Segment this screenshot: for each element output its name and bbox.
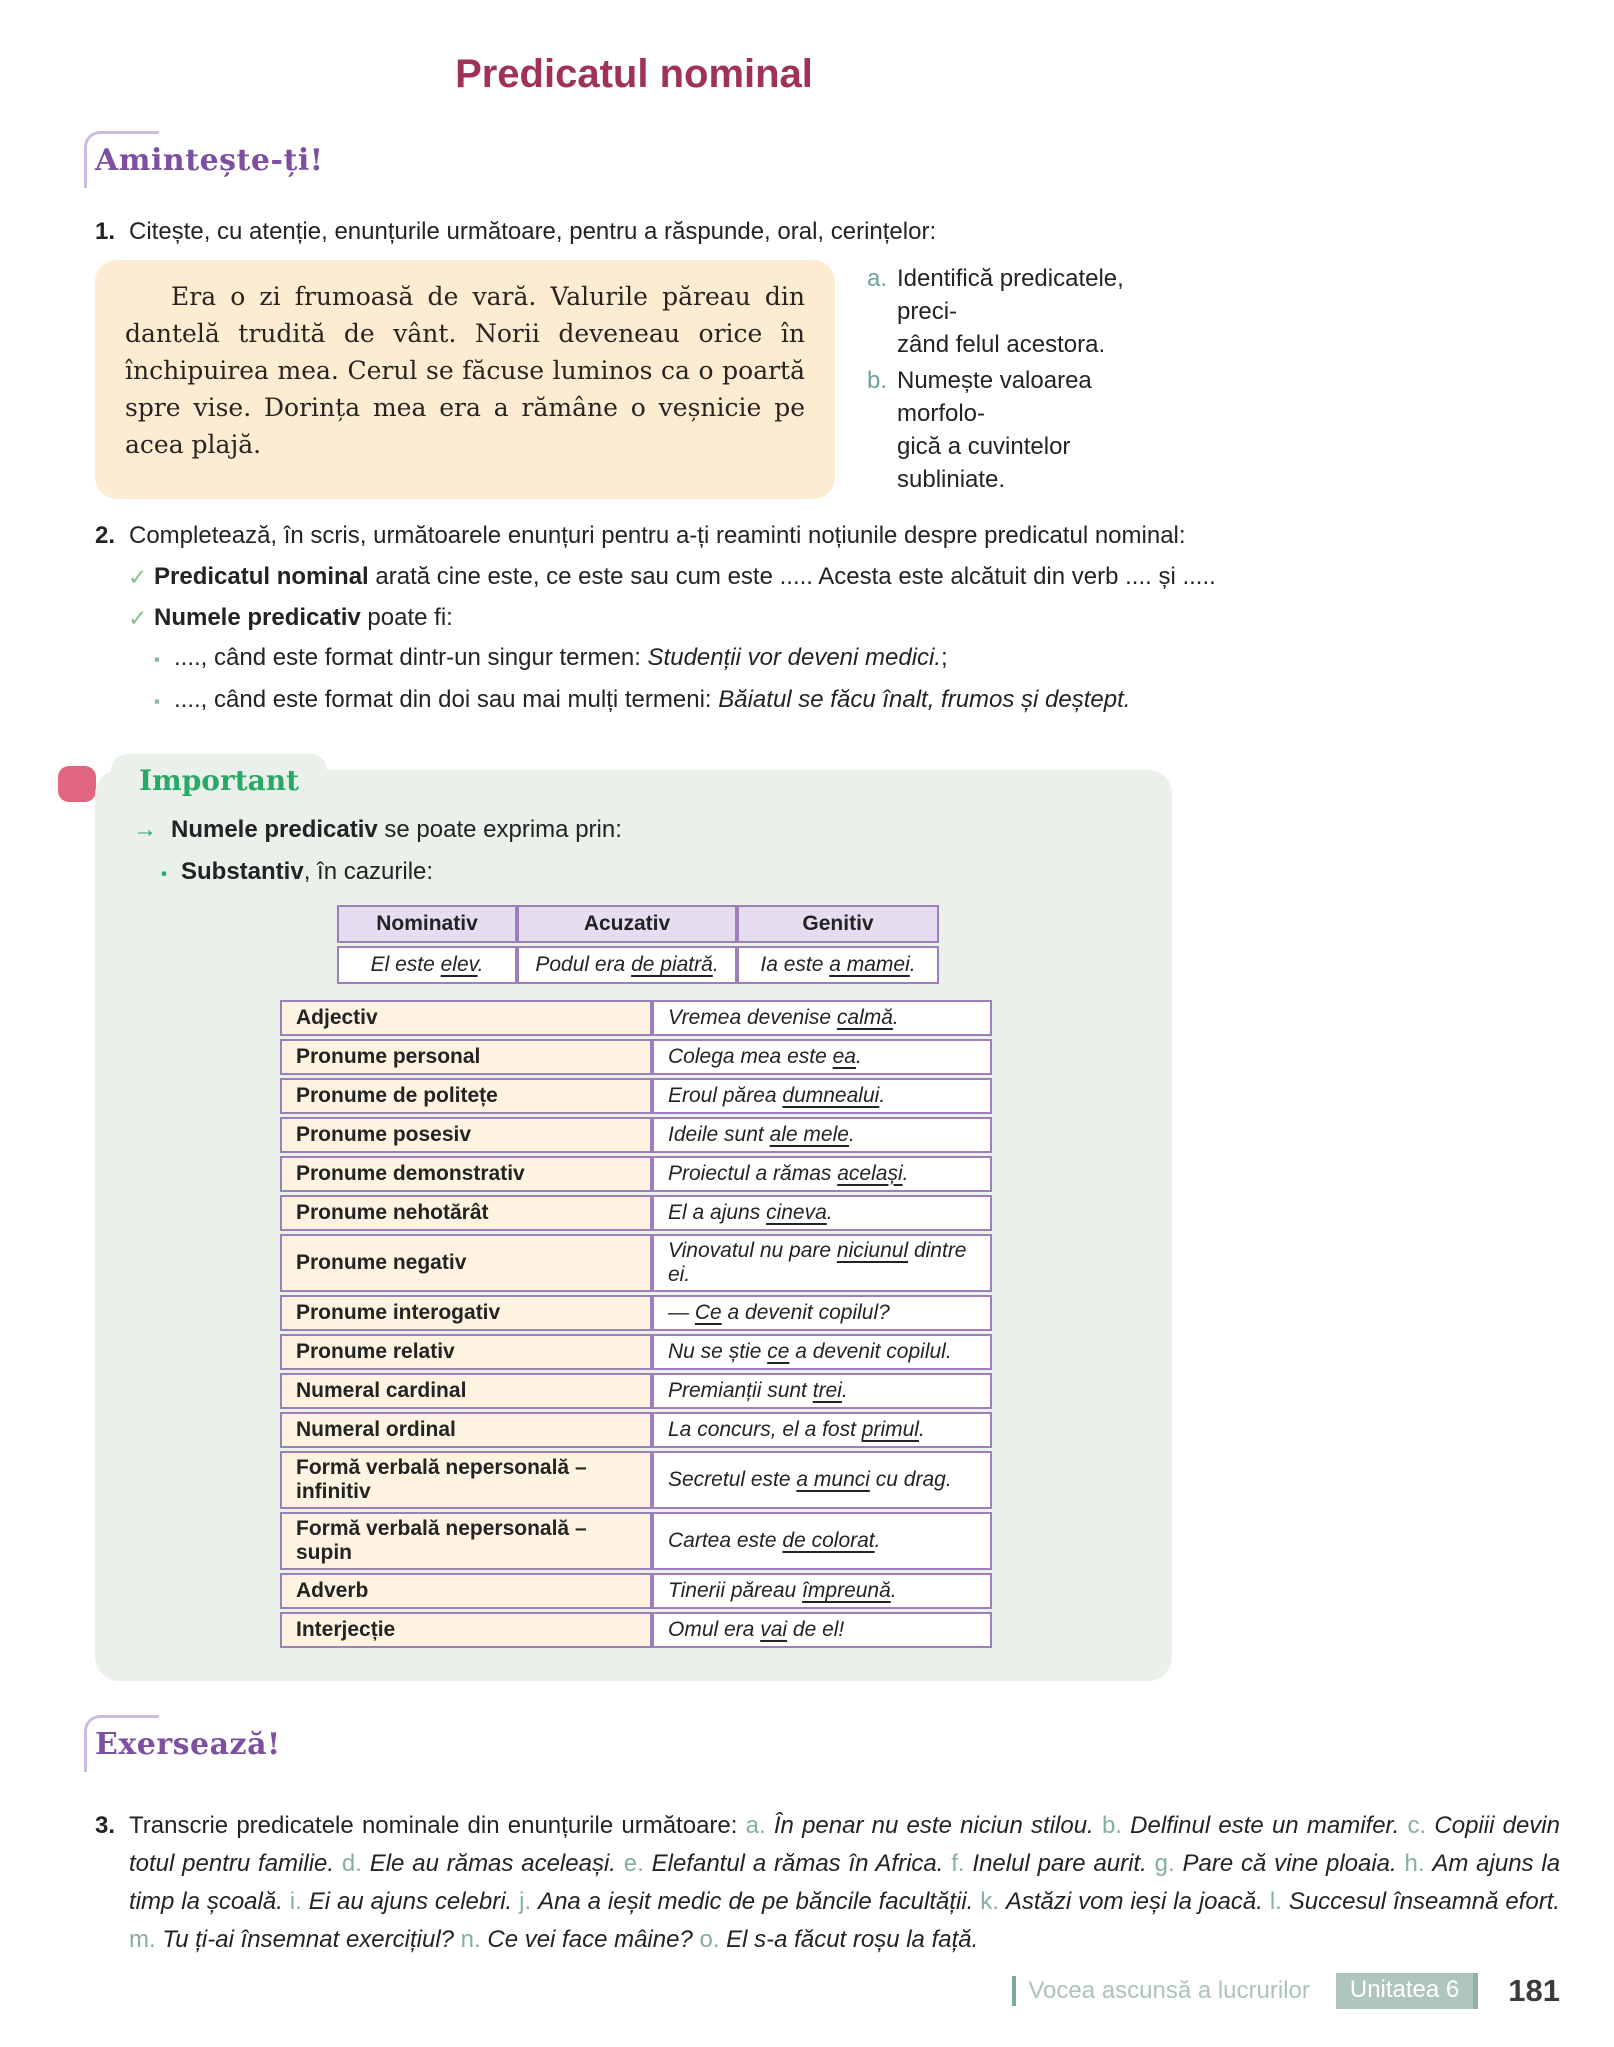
text-segment: Studenții vor deveni medici. xyxy=(647,644,942,671)
section-remember-heading xyxy=(95,143,495,195)
underlined-word: dumnealui xyxy=(782,1084,880,1107)
np-example-cell: Colega mea este ea. xyxy=(652,1039,992,1075)
item-letter: d. xyxy=(341,1850,370,1877)
side-notes xyxy=(867,260,1169,499)
underlined-word: de colorat xyxy=(782,1529,875,1552)
item-sentence: Ana a ieșit medic de pe băncile facultății. xyxy=(538,1888,981,1915)
np-label-cell: Pronume nehotărât xyxy=(280,1195,652,1231)
np-label-cell: Pronume posesiv xyxy=(280,1117,652,1153)
arrow-icon: → xyxy=(133,816,157,843)
item-letter: k. xyxy=(980,1888,1006,1915)
underlined-word: cineva xyxy=(766,1201,827,1224)
text-segment: Numele predicativ xyxy=(154,604,361,631)
table-row xyxy=(280,1373,992,1409)
check-icon: ✓ xyxy=(128,564,148,590)
check-item xyxy=(128,602,1560,634)
text-segment: ...., când este format dintr-un singur termen: xyxy=(174,644,648,671)
important-intro-text xyxy=(171,816,622,843)
item-letter: j. xyxy=(519,1888,539,1915)
bullet-text xyxy=(174,642,948,676)
bullet-item xyxy=(154,642,1560,676)
table-row xyxy=(280,1512,992,1570)
np-label-cell: Interjecție xyxy=(280,1612,652,1648)
text-segment: ...., când este format din doi sau mai mulți termeni: xyxy=(174,686,719,713)
np-example-cell: Eroul părea dumnealui. xyxy=(652,1078,992,1114)
underlined-word: calmă xyxy=(836,1006,893,1029)
book-title: Vocea ascunsă a lucrurilor xyxy=(1028,1977,1310,2004)
important-bullet-text xyxy=(181,856,433,890)
np-example-cell: — Ce a devenit copilul? xyxy=(652,1295,992,1331)
item-sentence: Tu ți-ai însemnat exercițiul? xyxy=(162,1926,461,1953)
underlined-word: Ce xyxy=(694,1301,722,1324)
item-sentence: Ele au rămas aceleași. xyxy=(369,1850,624,1877)
text-segment: poate fi: xyxy=(360,604,453,631)
np-example-cell: Ideile sunt ale mele. xyxy=(652,1117,992,1153)
item-sentence: În penar nu este niciun stilou. xyxy=(773,1812,1102,1839)
underlined-word: ea xyxy=(832,1045,856,1068)
item-sentence: Ce vei face mâine? xyxy=(487,1926,700,1953)
case-example: El este elev. xyxy=(337,946,517,984)
underlined-word: ale mele xyxy=(769,1123,849,1146)
np-example-cell: Omul era vai de el! xyxy=(652,1612,992,1648)
item-letter: h. xyxy=(1404,1850,1433,1877)
item-sentence: Succesul înseamnă efort. xyxy=(1288,1888,1561,1915)
table-row xyxy=(280,1612,992,1648)
underlined-word: împreună xyxy=(802,1579,891,1602)
item-letter: b. xyxy=(1101,1812,1131,1839)
exercise-1-prompt xyxy=(95,215,1560,248)
underlined-word: același xyxy=(837,1162,903,1185)
item-sentence: Delfinul este un mamifer. xyxy=(1130,1812,1408,1839)
exercise-2-number: 2. xyxy=(95,522,116,549)
np-example-cell: Cartea este de colorat. xyxy=(652,1512,992,1570)
item-letter: c. xyxy=(1407,1812,1435,1839)
exercise-3-number: 3. xyxy=(95,1812,116,1839)
item-sentence: Copiii devin totul pentru familie. xyxy=(129,1812,1560,1877)
item-letter: l. xyxy=(1269,1888,1289,1915)
item-letter: g. xyxy=(1154,1850,1183,1877)
page-footer xyxy=(1012,1973,1560,2009)
item-sentence: Am ajuns la timp la școală. xyxy=(129,1850,1561,1915)
task-text: Numește valoarea morfolo- gică a cuvintelor subliniate. xyxy=(897,367,1092,493)
text-segment: Predicatul nominal xyxy=(154,563,369,590)
case-example: Podul era de piatră. xyxy=(517,946,737,984)
exercise-1-body xyxy=(95,260,1614,499)
unit-badge: Unitatea 6 xyxy=(1336,1973,1478,2009)
underlined-word: a mamei xyxy=(829,953,910,976)
underlined-word: primul xyxy=(861,1418,919,1441)
page-title: Predicatul nominal xyxy=(455,52,813,96)
table-row xyxy=(280,1156,992,1192)
np-label-cell: Numeral cardinal xyxy=(280,1373,652,1409)
np-example-cell: Vremea devenise calmă. xyxy=(652,1000,992,1036)
case-header: Genitiv xyxy=(737,905,939,943)
exercise-2-prompt xyxy=(95,519,1560,552)
predicative-name-table xyxy=(280,997,992,1651)
np-example-cell: Tinerii păreau împreună. xyxy=(652,1573,992,1609)
table-row xyxy=(280,1334,992,1370)
np-example-cell: La concurs, el a fost primul. xyxy=(652,1412,992,1448)
page-number: 181 xyxy=(1508,1973,1560,2008)
section-practice-heading xyxy=(95,1727,495,1779)
np-label-cell: Formă verbală nepersonală – supin xyxy=(280,1512,652,1570)
np-label-cell: Pronume relativ xyxy=(280,1334,652,1370)
square-bullet-icon: ▪ xyxy=(161,864,168,883)
np-example-cell: Secretul este a munci cu drag. xyxy=(652,1451,992,1509)
task-letter: b. xyxy=(867,367,888,394)
task-letter: a. xyxy=(867,265,888,292)
case-header: Acuzativ xyxy=(517,905,737,943)
np-example-cell: Proiectul a rămas același. xyxy=(652,1156,992,1192)
item-sentence: Ei au ajuns celebri. xyxy=(308,1888,520,1915)
table-row xyxy=(280,1234,992,1292)
important-intro xyxy=(133,814,1142,846)
table-row xyxy=(280,1195,992,1231)
task-text: Identifică predicatele, preci- zând felul acestora. xyxy=(897,265,1124,358)
check-text xyxy=(154,602,453,634)
underlined-word: ce xyxy=(767,1340,790,1363)
section-remember-label: Amintește-ți! xyxy=(95,143,324,178)
item-sentence: Astăzi vom ieși la joacă. xyxy=(1005,1888,1270,1915)
section-practice-label: Exersează! xyxy=(95,1727,281,1762)
underlined-word: elev xyxy=(440,953,478,976)
important-box xyxy=(95,764,1172,1681)
case-table xyxy=(337,902,939,987)
np-label-cell: Pronume interogativ xyxy=(280,1295,652,1331)
text-segment: Numele predicativ xyxy=(171,816,378,843)
task-item xyxy=(867,364,1169,496)
bullet-text xyxy=(174,684,1130,718)
item-letter: e. xyxy=(623,1850,652,1877)
np-label-cell: Pronume negativ xyxy=(280,1234,652,1292)
exercise-2-text: Completează, în scris, următoarele enunțuri pentru a-ți reaminti noțiunile despre predicatul nominal: xyxy=(129,522,1186,549)
text-segment: ; xyxy=(941,644,948,671)
table-row xyxy=(280,1573,992,1609)
item-sentence: Inelul pare aurit. xyxy=(972,1850,1155,1877)
np-label-cell: Numeral ordinal xyxy=(280,1412,652,1448)
table-row xyxy=(280,1078,992,1114)
check-icon: ✓ xyxy=(128,605,148,631)
underlined-word: de piatră xyxy=(631,953,713,976)
item-letter: m. xyxy=(129,1926,163,1953)
item-letter: i. xyxy=(289,1888,309,1915)
np-label-cell: Pronume de politețe xyxy=(280,1078,652,1114)
item-letter: n. xyxy=(460,1926,488,1953)
exercise-3-intro: Transcrie predicatele nominale din enunțurile următoare: xyxy=(129,1812,746,1839)
text-segment: Substantiv xyxy=(181,858,304,885)
underlined-word: niciunul xyxy=(836,1239,909,1262)
table-row xyxy=(280,1451,992,1509)
text-segment: se poate exprima prin: xyxy=(377,816,622,843)
table-row xyxy=(280,1412,992,1448)
exercise-1-number: 1. xyxy=(95,218,116,245)
text-segment: arată cine este, ce este sau cum este ..... Acesta este alcătuit din verb .... și ..... xyxy=(368,563,1216,590)
np-example-cell: Premianții sunt trei. xyxy=(652,1373,992,1409)
text-segment: , în cazurile: xyxy=(303,858,434,885)
square-bullet-icon: ▪ xyxy=(154,650,161,669)
important-section xyxy=(95,764,1172,1681)
item-sentence: El s-a făcut roșu la față. xyxy=(726,1926,979,1953)
exercise-3-text xyxy=(129,1807,1560,1959)
bullet-item xyxy=(154,684,1560,718)
np-label-cell: Formă verbală nepersonală – infinitiv xyxy=(280,1451,652,1509)
square-bullet-icon: ▪ xyxy=(154,692,161,711)
np-example-cell: Nu se știe ce a devenit copilul. xyxy=(652,1334,992,1370)
underlined-word: vai xyxy=(760,1618,788,1641)
underlined-word: a munci xyxy=(796,1468,870,1491)
case-header: Nominativ xyxy=(337,905,517,943)
item-letter: a. xyxy=(745,1812,774,1839)
exercise-1-text: Citește, cu atenție, enunțurile următoare, pentru a răspunde, oral, cerințelor: xyxy=(129,218,937,245)
table-row xyxy=(280,1117,992,1153)
item-sentence: Elefantul a rămas în Africa. xyxy=(651,1850,952,1877)
np-example-cell: El a ajuns cineva. xyxy=(652,1195,992,1231)
item-letter: o. xyxy=(699,1926,727,1953)
check-text xyxy=(154,561,1216,593)
exercise-2-list xyxy=(128,561,1560,718)
quote-box: Era o zi frumoasă de vară. Valurile păreau din dantelă trudită de vânt. Norii deveneau orice în închipuirea mea. Cerul se făcuse luminos ca o poartă spre vise. Dorința mea era a rămâne o veșnicie pe acea plajă. xyxy=(95,260,835,499)
check-item xyxy=(128,561,1560,593)
np-label-cell: Pronume demonstrativ xyxy=(280,1156,652,1192)
np-example-cell: Vinovatul nu pare niciunul dintre ei. xyxy=(652,1234,992,1292)
footer-divider xyxy=(1012,1976,1016,2006)
case-example: Ia este a mamei. xyxy=(737,946,939,984)
underlined-word: trei xyxy=(812,1379,842,1402)
important-heading: Important xyxy=(111,754,327,803)
table-row xyxy=(280,1039,992,1075)
np-label-cell: Pronume personal xyxy=(280,1039,652,1075)
table-row xyxy=(280,1295,992,1331)
item-letter: f. xyxy=(951,1850,973,1877)
item-sentence: Pare că vine ploaia. xyxy=(1182,1850,1405,1877)
text-segment: Băiatul se făcu înalt, frumos și deștept. xyxy=(718,686,1131,713)
exercise-3 xyxy=(95,1807,1560,1959)
important-bullet xyxy=(161,856,1142,890)
task-item xyxy=(867,262,1169,361)
np-label-cell: Adjectiv xyxy=(280,1000,652,1036)
table-row xyxy=(280,1000,992,1036)
np-label-cell: Adverb xyxy=(280,1573,652,1609)
